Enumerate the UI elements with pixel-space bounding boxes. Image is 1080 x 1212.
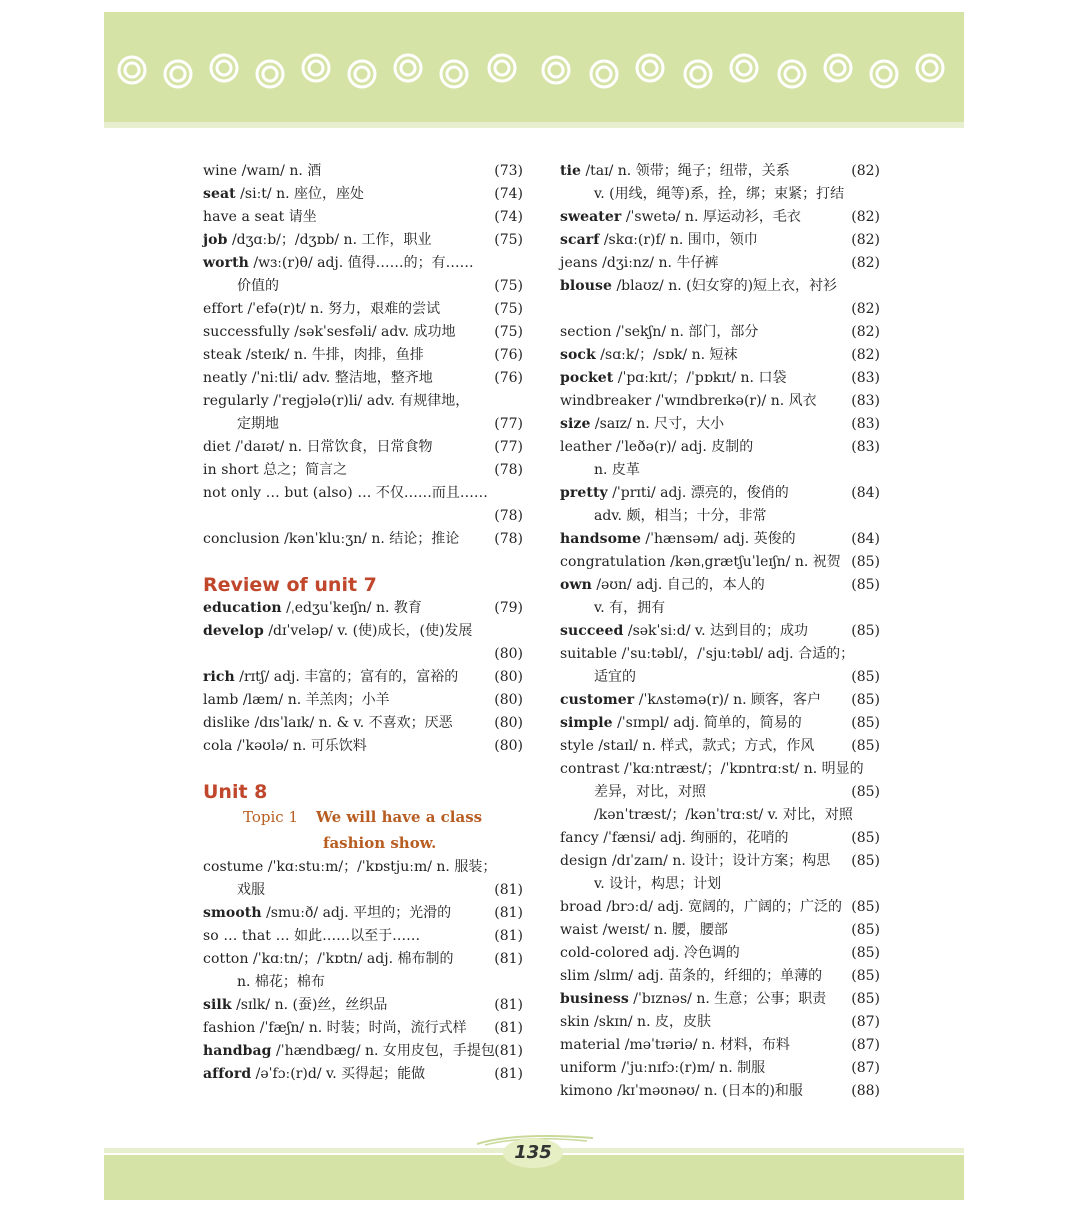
vocab-entry bbox=[560, 344, 880, 367]
topic-heading bbox=[203, 804, 523, 830]
vocab-continuation bbox=[560, 781, 880, 804]
page-ref-line bbox=[560, 298, 880, 321]
vocab-word: style bbox=[560, 738, 594, 754]
vocab-definition: /ˈniːtli/ adv. 整洁地，整齐地 bbox=[247, 370, 433, 386]
vocab-word: costume bbox=[203, 859, 264, 875]
vocab-definition: /ˈkɑːstuːm/；/ˈkɒstjuːm/ n. 服装； bbox=[263, 859, 497, 875]
vocab-word: congratulation bbox=[560, 554, 666, 570]
vocab-word: steak bbox=[203, 347, 242, 363]
vocab-word: blouse bbox=[560, 278, 613, 294]
vocab-entry bbox=[203, 948, 523, 971]
vocab-word: kimono bbox=[560, 1083, 613, 1099]
vocab-definition: /ˈkɑːtn/；/ˈkɒtn/ adj. 棉布制的 bbox=[248, 951, 454, 967]
page-ref: (85) bbox=[851, 623, 880, 639]
page-ref: (85) bbox=[851, 738, 880, 754]
vocab-word: fashion bbox=[203, 1020, 256, 1036]
vocab-entry bbox=[560, 1011, 880, 1034]
vocab-word: handbag bbox=[203, 1043, 272, 1059]
vocab-definition: /ˈefə(r)t/ n. 努力，艰难的尝试 bbox=[243, 301, 441, 317]
vocab-entry bbox=[560, 712, 880, 735]
vocab-word: skin bbox=[560, 1014, 590, 1030]
vocab-definition: /əˈfɔː(r)d/ v. 买得起；能做 bbox=[251, 1066, 426, 1082]
vocab-definition: /dʒiːnz/ n. 牛仔裤 bbox=[597, 255, 719, 271]
vocab-continuation bbox=[203, 275, 523, 298]
page-ref: (85) bbox=[851, 830, 880, 846]
vocab-entry bbox=[560, 896, 880, 919]
vocab-entry bbox=[560, 850, 880, 873]
vocab-continuation bbox=[560, 804, 880, 827]
vocab-definition: /ˈkəʊlə/ n. 可乐饮料 bbox=[232, 738, 367, 754]
vocab-word: neatly bbox=[203, 370, 248, 386]
vocab-word: section bbox=[560, 324, 612, 340]
vocab-word: handsome bbox=[560, 531, 641, 547]
vocab-word: diet bbox=[203, 439, 231, 455]
vocab-continuation bbox=[560, 597, 880, 620]
vocab-word: afford bbox=[203, 1066, 252, 1082]
vocab-entry bbox=[560, 160, 880, 183]
vocab-entry bbox=[560, 390, 880, 413]
vocab-entry bbox=[203, 1063, 523, 1086]
vocab-definition: 请坐 bbox=[284, 209, 317, 225]
vocab-entry bbox=[203, 597, 523, 620]
vocab-entry bbox=[203, 735, 523, 758]
vocab-word: so … that … bbox=[203, 928, 290, 944]
vocab-definition: /kɪˈməʊnəʊ/ n. (日本的)和服 bbox=[612, 1083, 803, 1099]
vocab-definition: /ˈdaɪət/ n. 日常饮食，日常食物 bbox=[230, 439, 433, 455]
vocab-word: have a seat bbox=[203, 209, 285, 225]
vocab-definition: /ˈsɪmpl/ adj. 简单的，简易的 bbox=[612, 715, 802, 731]
page-ref: (82) bbox=[851, 347, 880, 363]
vocab-definition: /ˈsekʃn/ n. 部门，部分 bbox=[611, 324, 759, 340]
vocab-word: seat bbox=[203, 186, 236, 202]
vocab-entry bbox=[203, 689, 523, 712]
vocab-entry bbox=[203, 344, 523, 367]
vocab-definition: 定期地 bbox=[237, 416, 279, 432]
page-ref: (80) bbox=[494, 692, 523, 708]
vocab-entry bbox=[203, 620, 523, 643]
page-ref: (85) bbox=[851, 669, 880, 685]
vocab-definition: /sɪlk/ n. (蚕)丝，丝织品 bbox=[231, 997, 388, 1013]
page-ref: (81) bbox=[494, 951, 523, 967]
page-ref: (81) bbox=[494, 1020, 523, 1036]
page-ref: (82) bbox=[851, 232, 880, 248]
vocab-definition: /ˈsuːtəbl/，/ˈsjuːtəbl/ adj. 合适的； bbox=[617, 646, 855, 662]
page-ref: (82) bbox=[851, 163, 880, 179]
vocab-word: sock bbox=[560, 347, 596, 363]
vocab-entry bbox=[560, 942, 880, 965]
page-ref: (75) bbox=[494, 278, 523, 294]
vocab-entry bbox=[203, 367, 523, 390]
vocab-definition: /læm/ n. 羊羔肉；小羊 bbox=[238, 692, 390, 708]
vocab-definition: n. 棉花；棉布 bbox=[237, 974, 325, 990]
vocab-word: simple bbox=[560, 715, 613, 731]
vocab-word: uniform bbox=[560, 1060, 617, 1076]
vocab-entry bbox=[203, 1040, 523, 1063]
vocab-definition: /səkˈsiːd/ v. 达到目的；成功 bbox=[623, 623, 809, 639]
vocab-definition: /ˈkʌstəmə(r)/ n. 顾客，客户 bbox=[634, 692, 822, 708]
page-ref: (82) bbox=[851, 255, 880, 271]
vocab-continuation bbox=[203, 879, 523, 902]
vocab-entry bbox=[203, 459, 523, 482]
vocab-definition: /ˈhændbæg/ n. 女用皮包，手提包 bbox=[271, 1043, 495, 1059]
vocab-definition: 不仅……而且…… bbox=[371, 485, 488, 501]
page-ref: (82) bbox=[851, 324, 880, 340]
vocab-word: tie bbox=[560, 163, 581, 179]
vocab-entry bbox=[203, 206, 523, 229]
vocab-word: smooth bbox=[203, 905, 262, 921]
vocab-entry bbox=[560, 252, 880, 275]
vocab-definition: /məˈtɪəriə/ n. 材料，布料 bbox=[620, 1037, 790, 1053]
page-ref: (83) bbox=[851, 439, 880, 455]
vocab-word: effort bbox=[203, 301, 243, 317]
vocab-entry bbox=[560, 413, 880, 436]
vocab-definition: /smuːð/ adj. 平坦的；光滑的 bbox=[261, 905, 452, 921]
vocab-continuation bbox=[560, 183, 880, 206]
vocab-word: broad bbox=[560, 899, 602, 915]
page-ref: (85) bbox=[851, 577, 880, 593]
vocab-continuation bbox=[560, 459, 880, 482]
vocab-definition: /ˈwɪndbreɪkə(r)/ n. 风衣 bbox=[651, 393, 817, 409]
vocab-entry bbox=[560, 206, 880, 229]
page-ref: (81) bbox=[494, 928, 523, 944]
vocab-word: regularly bbox=[203, 393, 269, 409]
vocab-definition: /staɪl/ n. 样式，款式；方式，作风 bbox=[593, 738, 815, 754]
vocab-definition: /skɑː(r)f/ n. 围巾，领巾 bbox=[599, 232, 758, 248]
vocab-definition: /dɪˈveləp/ v. (使)成长，(使)发展 bbox=[263, 623, 473, 639]
vocab-word: conclusion bbox=[203, 531, 280, 547]
vocab-entry bbox=[203, 321, 523, 344]
page-ref: (84) bbox=[851, 531, 880, 547]
vocab-definition: /saɪz/ n. 尺寸，大小 bbox=[590, 416, 725, 432]
vocab-word: in short bbox=[203, 462, 259, 478]
vocab-entry bbox=[560, 275, 880, 298]
vocab-word: windbreaker bbox=[560, 393, 652, 409]
vocab-word: waist bbox=[560, 922, 599, 938]
vocab-definition: /skɪn/ n. 皮，皮肤 bbox=[589, 1014, 711, 1030]
decorative-rings bbox=[104, 12, 964, 124]
vocab-definition: /taɪ/ n. 领带；绳子；纽带，关系 bbox=[581, 163, 790, 179]
vocab-word: size bbox=[560, 416, 591, 432]
vocab-definition: /ˈpɑːkɪt/；/ˈpɒkɪt/ n. 口袋 bbox=[613, 370, 787, 386]
vocab-word: lamb bbox=[203, 692, 239, 708]
vocab-word: business bbox=[560, 991, 629, 1007]
vocab-definition: /ˈhænsəm/ adj. 英俊的 bbox=[640, 531, 796, 547]
vocab-entry bbox=[560, 965, 880, 988]
vocab-definition: /steɪk/ n. 牛排，肉排，鱼排 bbox=[241, 347, 424, 363]
vocab-definition: /ˈfænsi/ adj. 绚丽的，花哨的 bbox=[598, 830, 789, 846]
vocab-entry bbox=[560, 436, 880, 459]
vocab-entry bbox=[560, 574, 880, 597]
vocab-definition: v. (用线，绳等)系，拴，绑；束紧；打结 bbox=[594, 186, 845, 202]
vocab-word: rich bbox=[203, 669, 235, 685]
vocab-definition: /ˈregjələ(r)li/ adv. 有规律地， bbox=[268, 393, 470, 409]
vocab-entry bbox=[560, 528, 880, 551]
vocab-word: jeans bbox=[560, 255, 598, 271]
page-ref: (73) bbox=[494, 163, 523, 179]
vocab-continuation bbox=[560, 505, 880, 528]
vocab-word: scarf bbox=[560, 232, 600, 248]
vocab-word: material bbox=[560, 1037, 621, 1053]
page-ref: (83) bbox=[851, 370, 880, 386]
vocab-entry bbox=[203, 712, 523, 735]
vocab-definition: v. 设计，构思；计划 bbox=[594, 876, 722, 892]
vocab-entry bbox=[560, 551, 880, 574]
page-ref: (85) bbox=[851, 922, 880, 938]
page-ref: (85) bbox=[851, 692, 880, 708]
page-ref: (74) bbox=[494, 186, 523, 202]
vocab-entry bbox=[203, 298, 523, 321]
page-ref: (85) bbox=[851, 784, 880, 800]
vocab-definition: v. 有，拥有 bbox=[594, 600, 666, 616]
page-ref-line bbox=[203, 643, 523, 666]
vocab-definition: /ˈleðə(r)/ adj. 皮制的 bbox=[611, 439, 754, 455]
vocab-definition: /səkˈsesfəli/ adv. 成功地 bbox=[289, 324, 456, 340]
vocab-definition: 戏服 bbox=[237, 882, 265, 898]
vocab-entry bbox=[203, 183, 523, 206]
vocab-definition: 价值的 bbox=[237, 278, 279, 294]
vocab-entry bbox=[203, 482, 523, 505]
vocab-entry bbox=[560, 689, 880, 712]
page-ref: (77) bbox=[494, 439, 523, 455]
page-ref: (76) bbox=[494, 347, 523, 363]
page-ref: (81) bbox=[494, 1043, 523, 1059]
vocab-definition: /ˈfæʃn/ n. 时装；时尚，流行式样 bbox=[255, 1020, 467, 1036]
page-ref: (80) bbox=[494, 669, 523, 685]
page-ref: (76) bbox=[494, 370, 523, 386]
vocab-word: education bbox=[203, 600, 282, 616]
vocab-definition: /brɔːd/ adj. 宽阔的，广阔的；广泛的 bbox=[601, 899, 842, 915]
right-vocab-column bbox=[560, 160, 880, 1103]
page-number: 135 bbox=[503, 1138, 563, 1168]
page-ref: (78) bbox=[494, 531, 523, 547]
vocab-word: dislike bbox=[203, 715, 251, 731]
vocab-definition: /ˈkɑːntræst/；/ˈkɒntrɑːst/ n. 明显的 bbox=[619, 761, 864, 777]
vocab-definition: /ˈswetə/ n. 厚运动衫，毛衣 bbox=[621, 209, 801, 225]
vocab-entry bbox=[203, 390, 523, 413]
vocab-definition: /dʒɑːb/；/dʒɒb/ n. 工作，职业 bbox=[227, 232, 432, 248]
vocab-word: job bbox=[203, 232, 228, 248]
vocab-continuation bbox=[560, 873, 880, 896]
page-ref: (81) bbox=[494, 1066, 523, 1082]
vocab-definition: /slɪm/ adj. 苗条的，纤细的；单薄的 bbox=[589, 968, 823, 984]
vocab-word: pocket bbox=[560, 370, 614, 386]
page-ref: (81) bbox=[494, 905, 523, 921]
vocab-entry bbox=[560, 321, 880, 344]
vocab-definition: /blaʊz/ n. (妇女穿的)短上衣，衬衫 bbox=[612, 278, 838, 294]
vocab-entry bbox=[203, 925, 523, 948]
vocab-word: contrast bbox=[560, 761, 620, 777]
vocab-definition: adv. 颇，相当；十分，非常 bbox=[594, 508, 767, 524]
vocab-definition: 适宜的 bbox=[594, 669, 636, 685]
page-ref: (78) bbox=[494, 508, 523, 524]
vocab-definition: /rɪtʃ/ adj. 丰富的；富有的，富裕的 bbox=[234, 669, 459, 685]
vocab-word: successfully bbox=[203, 324, 290, 340]
page-ref: (84) bbox=[851, 485, 880, 501]
header-divider bbox=[104, 122, 964, 128]
page-ref: (88) bbox=[851, 1083, 880, 1099]
vocab-definition: 差异，对比，对照 bbox=[594, 784, 706, 800]
vocab-entry bbox=[203, 902, 523, 925]
vocab-definition: /ˈbɪznəs/ n. 生意；公事；职责 bbox=[628, 991, 827, 1007]
page-ref: (74) bbox=[494, 209, 523, 225]
vocab-entry bbox=[203, 1017, 523, 1040]
vocab-entry bbox=[560, 1080, 880, 1103]
vocab-definition: /kənˈkluːʒn/ n. 结论；推论 bbox=[279, 531, 460, 547]
left-vocab-column bbox=[203, 160, 523, 1086]
vocab-definition: /dɪsˈlaɪk/ n. & v. 不喜欢；厌恶 bbox=[250, 715, 453, 731]
vocab-word: cotton bbox=[203, 951, 249, 967]
page-ref: (85) bbox=[851, 853, 880, 869]
vocab-entry bbox=[203, 436, 523, 459]
page-ref: (75) bbox=[494, 324, 523, 340]
vocab-entry bbox=[203, 994, 523, 1017]
vocab-entry bbox=[203, 252, 523, 275]
vocab-definition: /ˈprɪti/ adj. 漂亮的，俊俏的 bbox=[607, 485, 789, 501]
page-ref: (78) bbox=[494, 462, 523, 478]
page-ref: (80) bbox=[494, 715, 523, 731]
page-ref: (87) bbox=[851, 1014, 880, 1030]
vocab-definition: /weɪst/ n. 腰，腰部 bbox=[598, 922, 728, 938]
vocab-definition: adj. 冷色调的 bbox=[648, 945, 740, 961]
section-spacer bbox=[203, 758, 523, 780]
page-ref: (80) bbox=[494, 646, 523, 662]
vocab-definition: /wɜː(r)θ/ adj. 值得……的；有…… bbox=[248, 255, 474, 271]
page-ref: (85) bbox=[851, 968, 880, 984]
vocab-word: cola bbox=[203, 738, 233, 754]
vocab-entry bbox=[203, 666, 523, 689]
page-ref: (82) bbox=[851, 301, 880, 317]
vocab-word: slim bbox=[560, 968, 590, 984]
page-ref: (75) bbox=[494, 301, 523, 317]
page-ref: (75) bbox=[494, 232, 523, 248]
vocab-definition: n. 皮革 bbox=[594, 462, 640, 478]
vocab-definition: /ˈjuːnɪfɔː(r)m/ n. 制服 bbox=[616, 1060, 766, 1076]
vocab-word: leather bbox=[560, 439, 612, 455]
vocab-entry bbox=[560, 367, 880, 390]
page-ref: (79) bbox=[494, 600, 523, 616]
vocab-entry bbox=[560, 827, 880, 850]
vocab-word: worth bbox=[203, 255, 249, 271]
vocab-entry bbox=[560, 1034, 880, 1057]
page-ref: (85) bbox=[851, 899, 880, 915]
page-ref: (80) bbox=[494, 738, 523, 754]
page-ref: (87) bbox=[851, 1060, 880, 1076]
page-ref: (83) bbox=[851, 416, 880, 432]
vocab-definition: /əʊn/ adj. 自己的，本人的 bbox=[591, 577, 765, 593]
page-ref: (81) bbox=[494, 882, 523, 898]
vocab-entry bbox=[203, 856, 523, 879]
topic-title-continuation: fashion show. bbox=[323, 834, 437, 852]
topic-number: Topic 1 bbox=[243, 808, 298, 826]
vocab-continuation bbox=[560, 666, 880, 689]
vocab-definition: /ˌedʒuˈkeɪʃn/ n. 教育 bbox=[281, 600, 422, 616]
vocab-word: cold-colored bbox=[560, 945, 649, 961]
vocab-entry bbox=[560, 643, 880, 666]
vocab-word: fancy bbox=[560, 830, 599, 846]
section-heading: Review of unit 7 bbox=[203, 574, 377, 596]
vocab-entry bbox=[560, 988, 880, 1011]
page-ref: (83) bbox=[851, 393, 880, 409]
vocab-entry bbox=[560, 482, 880, 505]
vocab-definition: /kənˈtræst/；/kənˈtrɑːst/ v. 对比，对照 bbox=[594, 807, 853, 823]
vocab-word: customer bbox=[560, 692, 635, 708]
page-ref: (82) bbox=[851, 209, 880, 225]
vocab-definition: 总之；简言之 bbox=[258, 462, 348, 478]
vocab-entry bbox=[203, 229, 523, 252]
page-ref: (85) bbox=[851, 715, 880, 731]
vocab-entry bbox=[560, 919, 880, 942]
vocab-word: develop bbox=[203, 623, 264, 639]
vocab-word: pretty bbox=[560, 485, 608, 501]
vocab-continuation bbox=[203, 971, 523, 994]
page-ref-line bbox=[203, 505, 523, 528]
vocab-word: own bbox=[560, 577, 592, 593]
section-spacer bbox=[203, 551, 523, 573]
page-ref: (85) bbox=[851, 945, 880, 961]
vocab-definition: 如此……以至于…… bbox=[289, 928, 421, 944]
page-ref: (77) bbox=[494, 416, 523, 432]
vocab-entry bbox=[560, 758, 880, 781]
vocab-entry bbox=[560, 229, 880, 252]
page-ref: (87) bbox=[851, 1037, 880, 1053]
page-ref: (85) bbox=[851, 991, 880, 1007]
vocab-word: succeed bbox=[560, 623, 624, 639]
vocab-continuation bbox=[203, 413, 523, 436]
vocab-word: sweater bbox=[560, 209, 622, 225]
vocab-entry bbox=[203, 528, 523, 551]
page-ref: (81) bbox=[494, 997, 523, 1013]
vocab-definition: /kənˌgrætʃuˈleɪʃn/ n. 祝贺 bbox=[665, 554, 841, 570]
vocab-definition: /siːt/ n. 座位，座处 bbox=[235, 186, 364, 202]
vocab-entry bbox=[560, 735, 880, 758]
vocab-word: wine bbox=[203, 163, 238, 179]
vocab-word: not only … but (also) … bbox=[203, 485, 372, 501]
vocab-entry bbox=[560, 620, 880, 643]
page-ref: (85) bbox=[851, 554, 880, 570]
vocab-definition: /dɪˈzaɪn/ n. 设计；设计方案；构思 bbox=[607, 853, 831, 869]
topic-title: We will have a class bbox=[315, 808, 483, 826]
vocab-word: suitable bbox=[560, 646, 618, 662]
vocab-entry bbox=[560, 1057, 880, 1080]
vocab-word: silk bbox=[203, 997, 232, 1013]
vocab-definition: /sɑːk/；/sɒk/ n. 短袜 bbox=[595, 347, 738, 363]
page-header-band bbox=[104, 12, 964, 124]
section-heading: Unit 8 bbox=[203, 781, 268, 803]
vocab-word: design bbox=[560, 853, 608, 869]
vocab-entry bbox=[203, 160, 523, 183]
vocab-definition: /waɪn/ n. 酒 bbox=[237, 163, 322, 179]
